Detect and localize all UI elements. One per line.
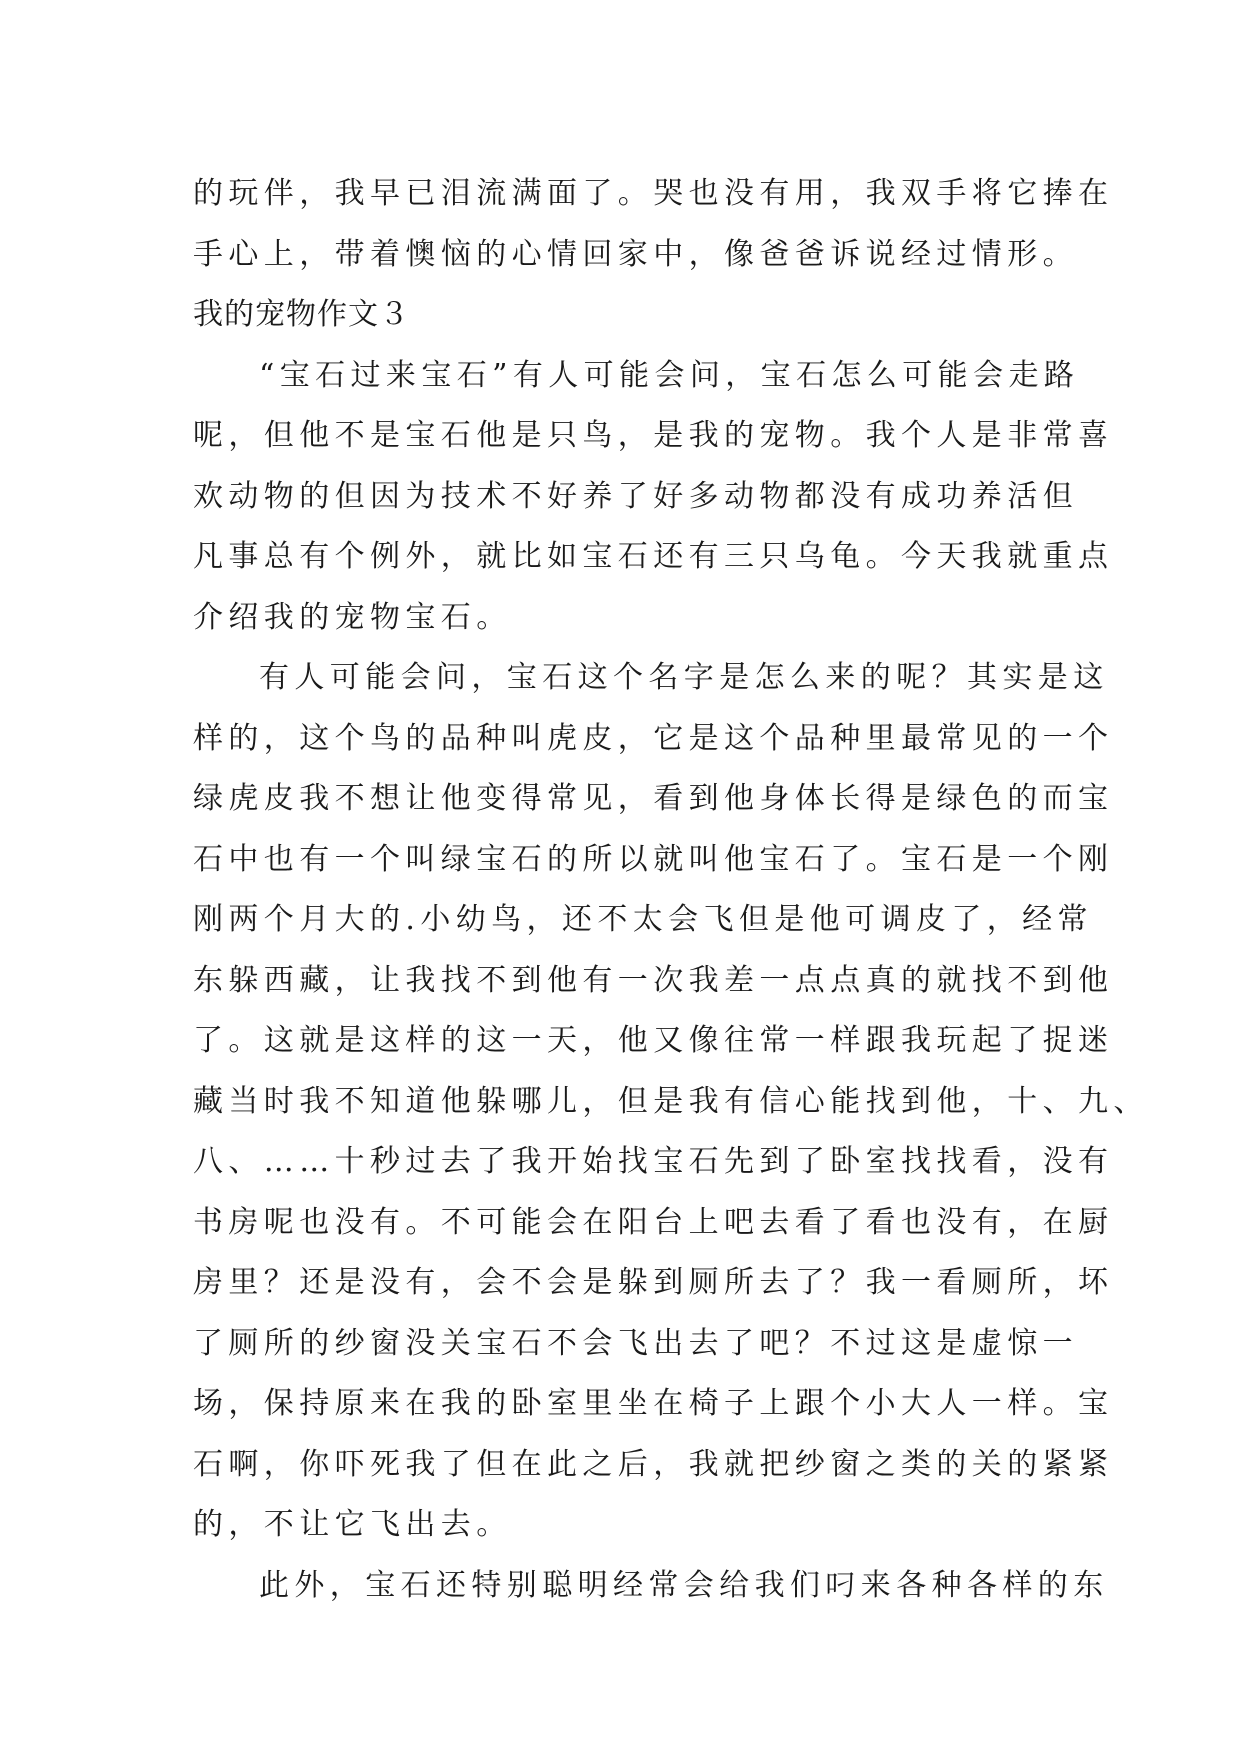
text-line: 刚两个月大的.小幼鸟，还不太会飞但是他可调皮了，经常 <box>193 902 1093 937</box>
text-line: 欢动物的但因为技术不好养了好多动物都没有成功养活但 <box>193 478 1078 514</box>
text-line: 手心上，带着懊恼的心情回家中，像爸爸诉说经过情形。 <box>193 236 1078 272</box>
text-line: 书房呢也没有。不可能会在阳台上吧去看了看也没有，在厨 <box>193 1204 1114 1240</box>
text-line: 藏当时我不知道他躲哪儿，但是我有信心能找到他，十、九、 <box>193 1083 1149 1119</box>
text-line: 了。这就是这样的这一天，他又像往常一样跟我玩起了捉迷 <box>193 1023 1114 1058</box>
text-line: 呢，但他不是宝石他是只鸟，是我的宠物。我个人是非常喜 <box>193 418 1114 453</box>
text-line: 东躲西藏，让我找不到他有一次我差一点点真的就找不到他 <box>193 962 1114 998</box>
text-line: 此外，宝石还特别聪明经常会给我们叼来各种各样的东 <box>259 1567 1109 1603</box>
text-line: 的玩伴，我早已泪流满面了。哭也没有用，我双手将它捧在 <box>193 176 1114 211</box>
section-heading <box>193 285 1053 346</box>
text-line: 的，不让它飞出去。 <box>193 1507 512 1542</box>
text-line: 有人可能会问，宝石这个名字是怎么来的呢？其实是这 <box>259 660 1109 695</box>
paragraph-name-origin <box>193 648 1149 1556</box>
text-line: 石中也有一个叫绿宝石的所以就叫他宝石了。宝石是一个刚 <box>193 841 1114 877</box>
text-line: 房里？还是没有，会不会是躲到厕所去了？我一看厕所，坏 <box>193 1265 1114 1300</box>
text-line: 样的，这个鸟的品种叫虎皮，它是这个品种里最常见的一个 <box>193 720 1114 756</box>
section-title: 我的宠物作文３ <box>193 297 410 332</box>
document-page <box>193 164 1149 1616</box>
previous-paragraph-continuation <box>193 164 1114 285</box>
paragraph-intro <box>193 346 1114 649</box>
text-line: 介绍我的宠物宝石。 <box>193 599 512 635</box>
text-line: 了厕所的纱窗没关宝石不会飞出去了吧？不过这是虚惊一 <box>193 1325 1078 1361</box>
text-line: 场，保持原来在我的卧室里坐在椅子上跟个小大人一样。宝 <box>193 1386 1114 1421</box>
text-line: 石啊，你吓死我了但在此之后，我就把纱窗之类的关的紧紧 <box>193 1446 1114 1482</box>
text-line: 凡事总有个例外，就比如宝石还有三只乌龟。今天我就重点 <box>193 539 1114 574</box>
text-line: 八、……十秒过去了我开始找宝石先到了卧室找找看，没有 <box>193 1144 1114 1179</box>
text-line: “宝石过来宝石”有人可能会问，宝石怎么可能会走路 <box>259 357 1080 393</box>
text-line: 绿虎皮我不想让他变得常见，看到他身体长得是绿色的而宝 <box>193 781 1114 816</box>
paragraph-clever <box>193 1556 1109 1617</box>
